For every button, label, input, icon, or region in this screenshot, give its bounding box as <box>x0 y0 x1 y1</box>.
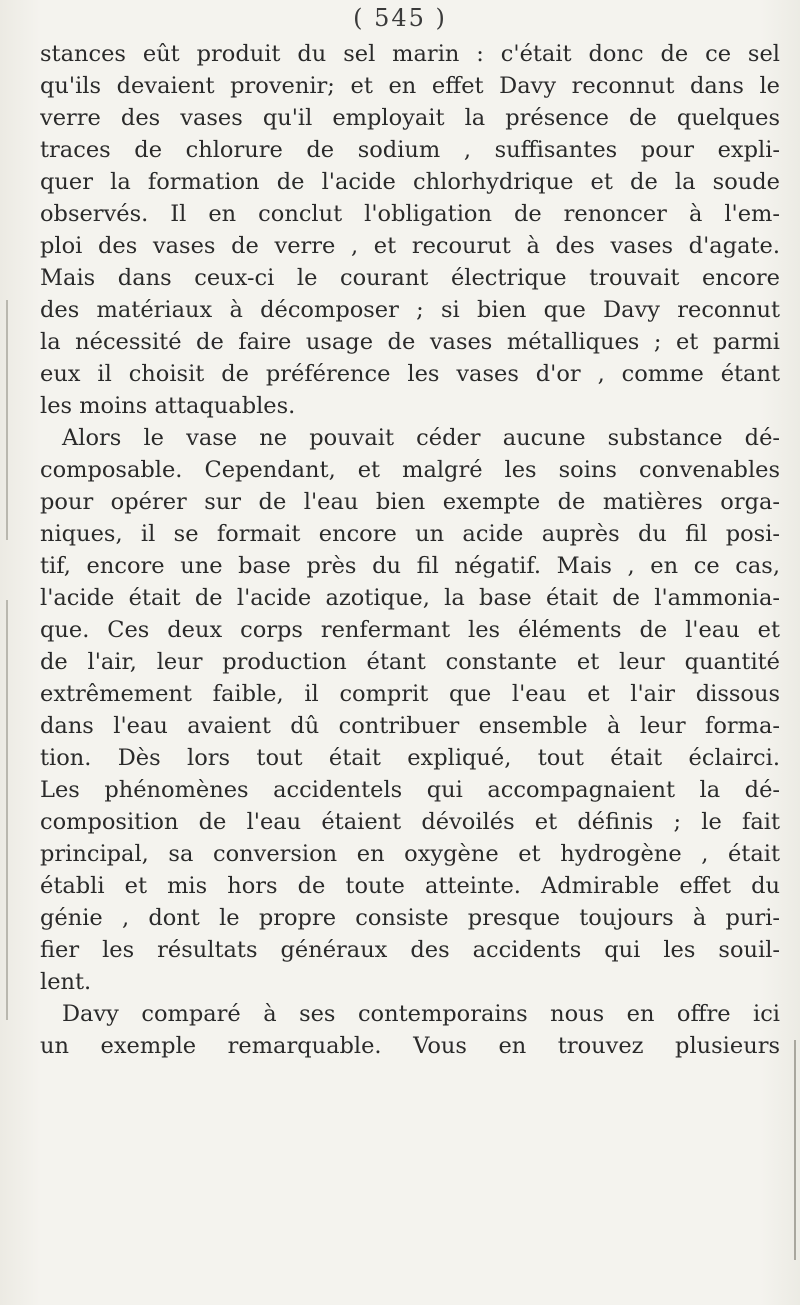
page-edge-shadow <box>794 1040 796 1260</box>
text-line: composition de l'eau étaient dévoilés et définis ; le fait <box>40 809 780 835</box>
text-line: composable. Cependant, et malgré les soins convenables <box>40 457 780 483</box>
text-line: tion. Dès lors tout était expliqué, tout était éclairci. <box>40 745 780 771</box>
text-line: Les phénomènes accidentels qui accompagnaient la dé- <box>40 777 780 803</box>
text-line: l'acide était de l'acide azotique, la base était de l'ammonia- <box>40 585 780 611</box>
body-text <box>40 38 780 1062</box>
text-line: extrêmement faible, il comprit que l'eau et l'air dissous <box>40 681 780 707</box>
page-margin-shadow <box>6 300 8 540</box>
text-line: quer la formation de l'acide chlorhydrique et de la soude <box>40 169 780 195</box>
text-line: eux il choisit de préférence les vases d'or , comme étant <box>40 361 780 387</box>
text-line: traces de chlorure de sodium , suffisantes pour expli- <box>40 137 780 163</box>
text-line: stances eût produit du sel marin : c'était donc de ce sel <box>40 41 780 67</box>
text-line: que. Ces deux corps renfermant les éléments de l'eau et <box>40 617 780 643</box>
text-line: ploi des vases de verre , et recourut à des vases d'agate. <box>40 233 780 259</box>
text-line: verre des vases qu'il employait la présence de quelques <box>40 105 780 131</box>
text-line: pour opérer sur de l'eau bien exempte de matières orga- <box>40 489 780 515</box>
text-line: établi et mis hors de toute atteinte. Admirable effet du <box>40 873 780 899</box>
page-margin-shadow <box>6 600 8 1020</box>
text-line: Alors le vase ne pouvait céder aucune substance dé- <box>62 425 780 451</box>
text-line: génie , dont le propre consiste presque toujours à puri- <box>40 905 780 931</box>
text-line: de l'air, leur production étant constante et leur quantité <box>40 649 780 675</box>
page-number: ( 545 ) <box>353 4 447 32</box>
text-line: tif, encore une base près du fil négatif. Mais , en ce cas, <box>40 553 780 579</box>
text-line: Davy comparé à ses contemporains nous en offre ici <box>62 1001 780 1027</box>
text-line: observés. Il en conclut l'obligation de renoncer à l'em- <box>40 201 780 227</box>
text-line: dans l'eau avaient dû contribuer ensemble à leur forma- <box>40 713 780 739</box>
text-line: qu'ils devaient provenir; et en effet Davy reconnut dans le <box>40 73 780 99</box>
text-line: la nécessité de faire usage de vases métalliques ; et parmi <box>40 329 780 355</box>
text-line: principal, sa conversion en oxygène et hydrogène , était <box>40 841 780 867</box>
text-line: niques, il se formait encore un acide auprès du fil posi- <box>40 521 780 547</box>
text-line: des matériaux à décomposer ; si bien que Davy reconnut <box>40 297 780 323</box>
text-line: fier les résultats généraux des accidents qui les souil- <box>40 937 780 963</box>
text-line: Mais dans ceux-ci le courant électrique trouvait encore <box>40 265 780 291</box>
text-line: un exemple remarquable. Vous en trouvez plusieurs <box>40 1033 780 1059</box>
text-line: lent. <box>40 969 92 995</box>
text-line: les moins attaquables. <box>40 393 296 419</box>
